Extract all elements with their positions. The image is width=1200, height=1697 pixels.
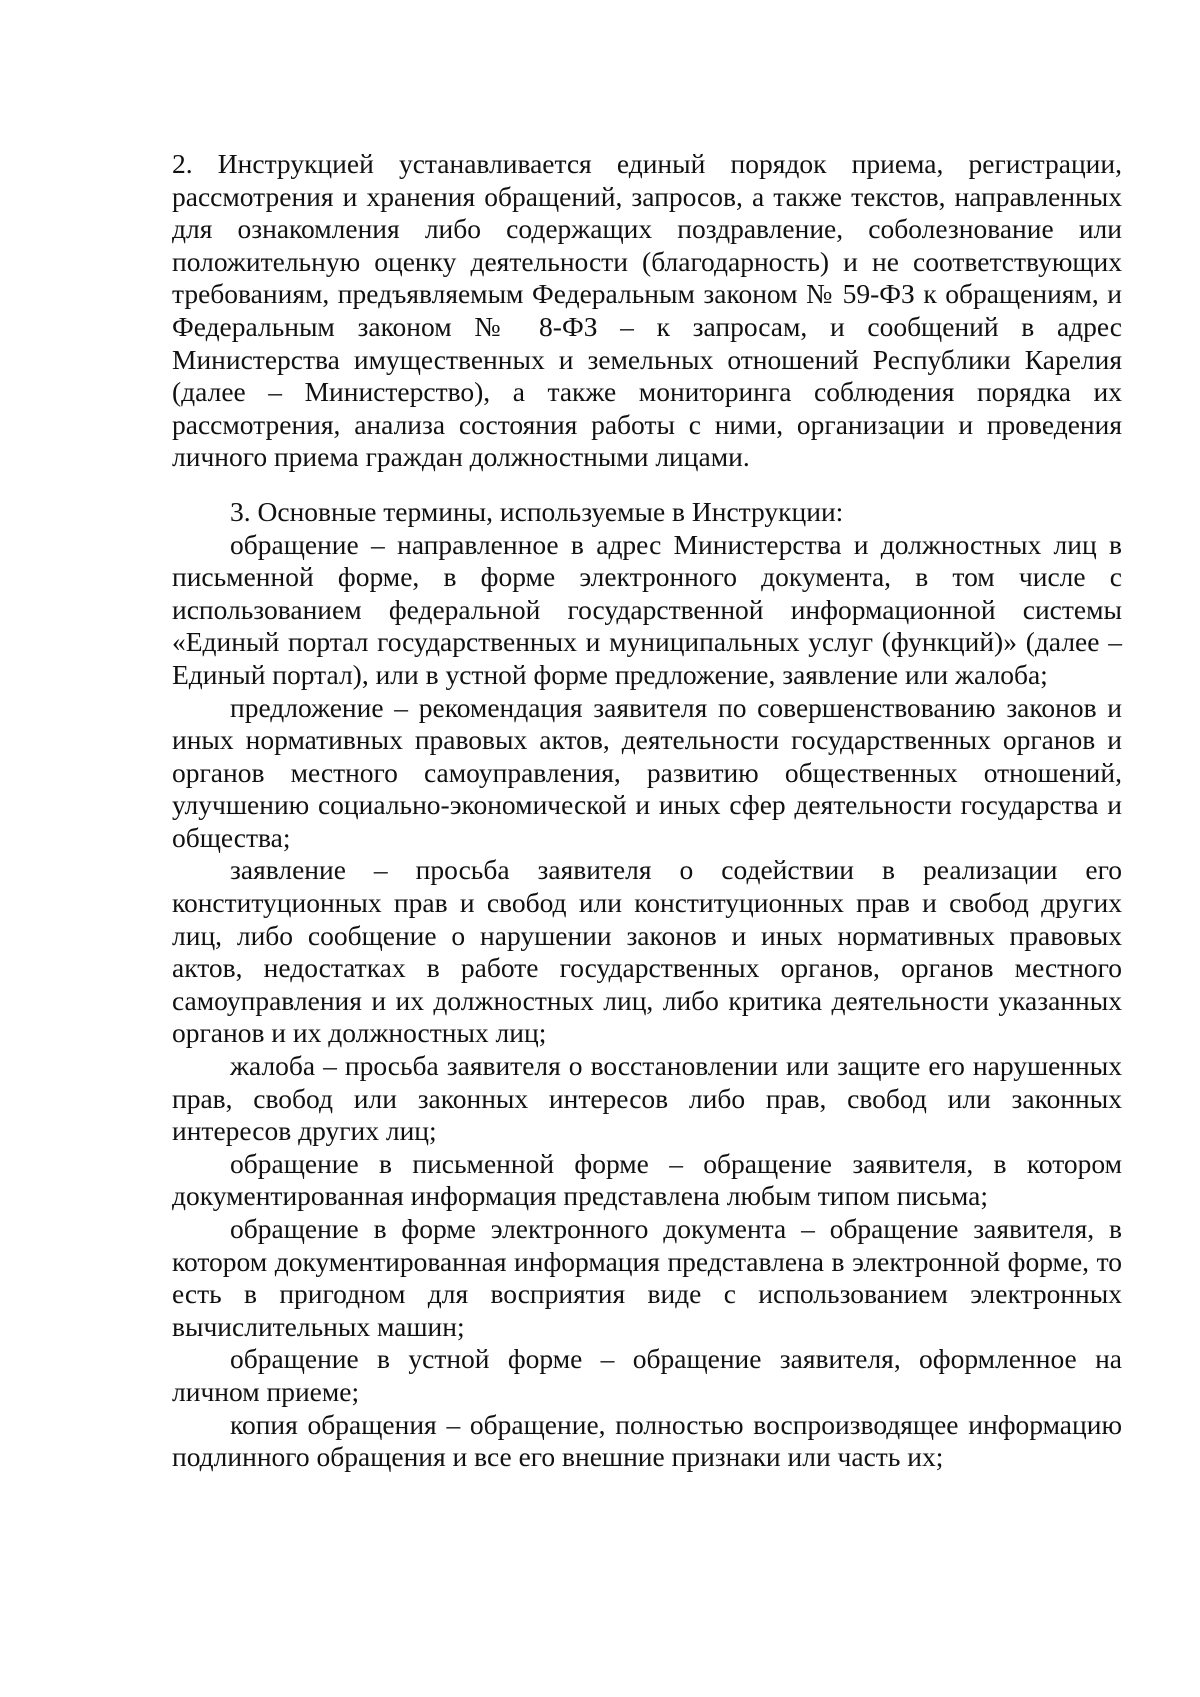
- paragraph-3-terms-heading: 3. Основные термины, используемые в Инструкции:: [230, 495, 844, 527]
- term-copy: копия обращения – обращение, полностью воспроизводящее информацию подлинного обращения и все его внешние признаки или часть их;: [172, 1408, 1122, 1473]
- term-zayavlenie: заявление – просьба заявителя о содействии в реализации его конституционных прав и свобод или конституционных прав и свобод других лиц, либо сообщение о нарушении законов и иных нормативных правовых актов, недостатках в работе государственных органов, органов местного самоуправления и их должностных лиц, либо критика деятельности указанных органов и их должностных лиц;: [172, 854, 1122, 1049]
- term-electronic-form: обращение в форме электронного документа – обращение заявителя, в котором документированная информация представлена в электронной форме, то есть в пригодном для восприятия виде с использованием электронных вычислительных машин;: [172, 1213, 1122, 1342]
- document-page: [172, 148, 1122, 1474]
- term-zhaloba: жалоба – просьба заявителя о восстановлении или защите его нарушенных прав, свобод или законных интересов либо прав, свобод или законных интересов других лиц;: [172, 1050, 1122, 1147]
- term-obrashchenie: обращение – направленное в адрес Министерства и должностных лиц в письменной форме, в форме электронного документа, в том числе с использованием федеральной государственной информационной системы «Единый портал государственных и муниципальных услуг (функций)» (далее – Единый портал), или в устной форме предложение, заявление или жалоба;: [172, 528, 1122, 690]
- term-written-form: обращение в письменной форме – обращение заявителя, в котором документированная информация представлена любым типом письма;: [172, 1147, 1122, 1212]
- term-predlozhenie: предложение – рекомендация заявителя по совершенствованию законов и иных нормативных правовых актов, деятельности государственных органов и органов местного самоуправления, развитию общественных отношений, улучшению социально-экономической и иных сфер деятельности государства и общества;: [172, 691, 1122, 853]
- paragraph-2-scope: 2. Инструкцией устанавливается единый порядок приема, регистрации, рассмотрения и хранения обращений, запросов, а также текстов, направленных для ознакомления либо содержащих поздравление, соболезнование или положительную оценку деятельности (благодарность) и не соответствующих требованиям, предъявляемым Федеральным законом № 59-ФЗ к обращениям, и Федеральным законом № 8-ФЗ – к запросам, и сообщений в адрес Министерства имущественных и земельных отношений Республики Карелия (далее – Министерство), а также мониторинга соблюдения порядка их рассмотрения, анализа состояния работы с ними, организации и проведения личного приема граждан должностными лицами.: [172, 148, 1122, 473]
- term-oral-form: обращение в устной форме – обращение заявителя, оформленное на личном приеме;: [172, 1343, 1122, 1407]
